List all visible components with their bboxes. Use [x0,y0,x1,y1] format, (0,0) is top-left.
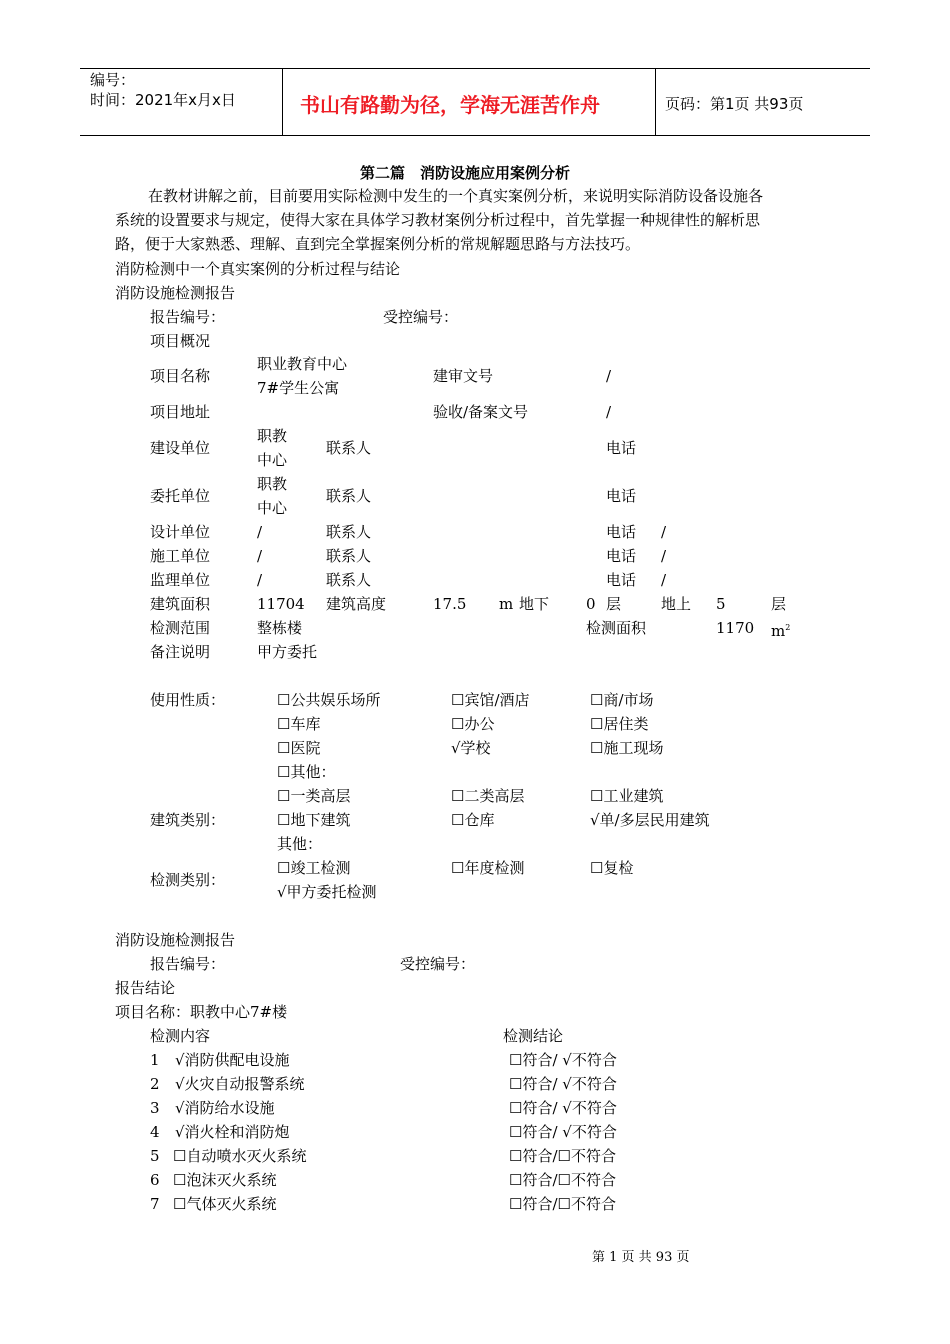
type-option-checked[interactable]: √单/多层民用建筑 [590,811,710,829]
test-type-option[interactable]: ☐竣工检测 [277,859,351,877]
type-option[interactable]: ☐仓库 [451,811,495,829]
construct-contact-label: 联系人 [326,547,372,565]
time-label: 时间：2021年x月x日 [90,91,236,109]
type-other: 其他： [277,835,323,853]
entrust-unit-label: 委托单位 [150,487,211,505]
scope-value: 整栋楼 [257,619,303,637]
item-no: 4 [150,1123,160,1141]
remark-value: 甲方委托 [257,643,318,661]
item-result[interactable]: ☐符合/☐不符合 [509,1195,616,1213]
header-divider-right [655,68,656,136]
accept-doc-value: / [606,403,612,421]
entrust-phone-label: 电话 [606,487,637,505]
header-motto: 书山有路勤为径，学海无涯苦作舟 [300,93,600,117]
item-name[interactable]: ☐自动喷水灭火系统 [173,1147,307,1165]
item-no: 7 [150,1195,160,1213]
header-bottom-rule [80,135,870,136]
item-result[interactable]: ☐符合/ √不符合 [509,1075,617,1093]
area-value: 11704 [257,595,305,613]
item-result[interactable]: ☐符合/☐不符合 [509,1147,616,1165]
report1-report-no: 报告编号： [150,308,226,326]
use-option[interactable]: ☐宾馆/酒店 [451,691,530,709]
build-unit-label: 建设单位 [150,439,211,457]
aboveground-floor-unit: 层 [771,595,787,613]
test-type-option[interactable]: ☐复检 [590,859,634,877]
test-area-label: 检测面积 [586,619,647,637]
item-result[interactable]: ☐符合/ √不符合 [509,1051,617,1069]
test-area-unit-text: m [771,622,786,640]
project-name-line-1: 职业教育中心 [257,355,348,373]
entrust-unit-line-1: 职教 [257,475,288,493]
construct-phone-label: 电话 [606,547,637,565]
use-option[interactable]: ☐其他： [277,763,336,781]
item-name[interactable]: ☐泡沫灭火系统 [173,1171,277,1189]
entrust-contact-label: 联系人 [326,487,372,505]
intro-line-2: 系统的设置要求与规定，使得大家在具体学习教材案例分析过程中，首先掌握一种规律性的解析思 [115,211,761,229]
underground-floor-unit: 层 [606,595,622,613]
intro-line-3: 路，便于大家熟悉、理解、直到完全掌握案例分析的常规解题思路与方法技巧。 [115,235,641,253]
supervise-contact-label: 联系人 [326,571,372,589]
item-result[interactable]: ☐符合/ √不符合 [509,1099,617,1117]
report2-control-no: 受控编号： [400,955,476,973]
item-result[interactable]: ☐符合/ √不符合 [509,1123,617,1141]
report2-report-no: 报告编号： [150,955,226,973]
report2-heading: 消防设施检测报告 [115,931,236,949]
item-no: 2 [150,1075,160,1093]
accept-doc-label: 验收/备案文号 [433,403,529,421]
item-no: 5 [150,1147,160,1165]
test-type-option[interactable]: ☐年度检测 [451,859,525,877]
page-info: 页码：第1页 共93页 [665,95,804,113]
area-label: 建筑面积 [150,595,211,613]
serial-label: 编号： [90,71,136,89]
use-option[interactable]: ☐医院 [277,739,321,757]
result-header: 检测结论 [503,1027,564,1045]
supervise-phone-value: / [661,571,667,589]
test-type-label: 检测类别： [150,871,226,889]
use-option[interactable]: ☐施工现场 [590,739,664,757]
type-option[interactable]: ☐地下建筑 [277,811,351,829]
use-option[interactable]: ☐车库 [277,715,321,733]
remark-label: 备注说明 [150,643,211,661]
item-no: 1 [150,1051,160,1069]
item-name[interactable]: √消防给水设施 [175,1099,275,1117]
scope-label: 检测范围 [150,619,211,637]
intro-line-1: 在教材讲解之前，目前要用实际检测中发生的一个真实案例分析，来说明实际消防设备设施各 [148,187,764,205]
design-unit-value: / [257,523,263,541]
report2-project-name: 项目名称：职教中心7#楼 [115,1003,288,1021]
height-value: 17.5 [433,595,467,613]
design-phone-value: / [661,523,667,541]
content-header: 检测内容 [150,1027,211,1045]
item-name[interactable]: ☐气体灭火系统 [173,1195,277,1213]
page-title: 第二篇 消防设施应用案例分析 [360,164,571,182]
page-footer: 第 1 页 共 93 页 [592,1250,690,1265]
item-name[interactable]: √消防供配电设施 [175,1051,290,1069]
overview-label: 项目概况 [150,332,211,350]
header-divider-left [282,68,283,136]
review-doc-label: 建审文号 [433,367,494,385]
design-contact-label: 联系人 [326,523,372,541]
conclusion-heading: 报告结论 [115,979,176,997]
height-unit: m [499,595,514,613]
use-option-checked[interactable]: √学校 [451,739,491,757]
item-name[interactable]: √火灾自动报警系统 [175,1075,305,1093]
item-no: 6 [150,1171,160,1189]
build-unit-line-2: 中心 [257,451,288,469]
supervise-unit-label: 监理单位 [150,571,211,589]
use-nature-label: 使用性质： [150,691,226,709]
build-unit-line-1: 职教 [257,427,288,445]
report1-heading: 消防设施检测报告 [115,284,236,302]
construct-unit-value: / [257,547,263,565]
use-option[interactable]: ☐商/市场 [590,691,654,709]
test-area-unit-superscript: 2 [785,623,791,632]
item-result[interactable]: ☐符合/☐不符合 [509,1171,616,1189]
header-top-rule [80,68,870,69]
underground-value: 0 [586,595,596,613]
test-area-unit [771,618,790,641]
build-contact-label: 联系人 [326,439,372,457]
case-title: 消防检测中一个真实案例的分析过程与结论 [115,260,401,278]
item-name[interactable]: √消火栓和消防炮 [175,1123,290,1141]
construct-unit-label: 施工单位 [150,547,211,565]
construct-phone-value: / [661,547,667,565]
underground-label: 地下 [519,595,550,613]
use-option[interactable]: ☐办公 [451,715,495,733]
review-doc-value: / [606,367,612,385]
height-label: 建筑高度 [326,595,387,613]
aboveground-label: 地上 [661,595,692,613]
address-label: 项目地址 [150,403,211,421]
type-option[interactable]: ☐二类高层 [451,787,525,805]
project-name-line-2: 7#学生公寓 [257,379,340,397]
supervise-unit-value: / [257,571,263,589]
type-option[interactable]: ☐一类高层 [277,787,351,805]
build-phone-label: 电话 [606,439,637,457]
project-name-label: 项目名称 [150,367,211,385]
report1-control-no: 受控编号： [383,308,459,326]
test-type-option-checked[interactable]: √甲方委托检测 [277,883,377,901]
entrust-unit-line-2: 中心 [257,499,288,517]
use-option[interactable]: ☐居住类 [590,715,649,733]
aboveground-value: 5 [716,595,726,613]
use-option[interactable]: ☐公共娱乐场所 [277,691,381,709]
design-unit-label: 设计单位 [150,523,211,541]
building-type-label: 建筑类别： [150,811,226,829]
supervise-phone-label: 电话 [606,571,637,589]
item-no: 3 [150,1099,160,1117]
design-phone-label: 电话 [606,523,637,541]
test-area-value: 1170 [716,619,755,637]
type-option[interactable]: ☐工业建筑 [590,787,664,805]
